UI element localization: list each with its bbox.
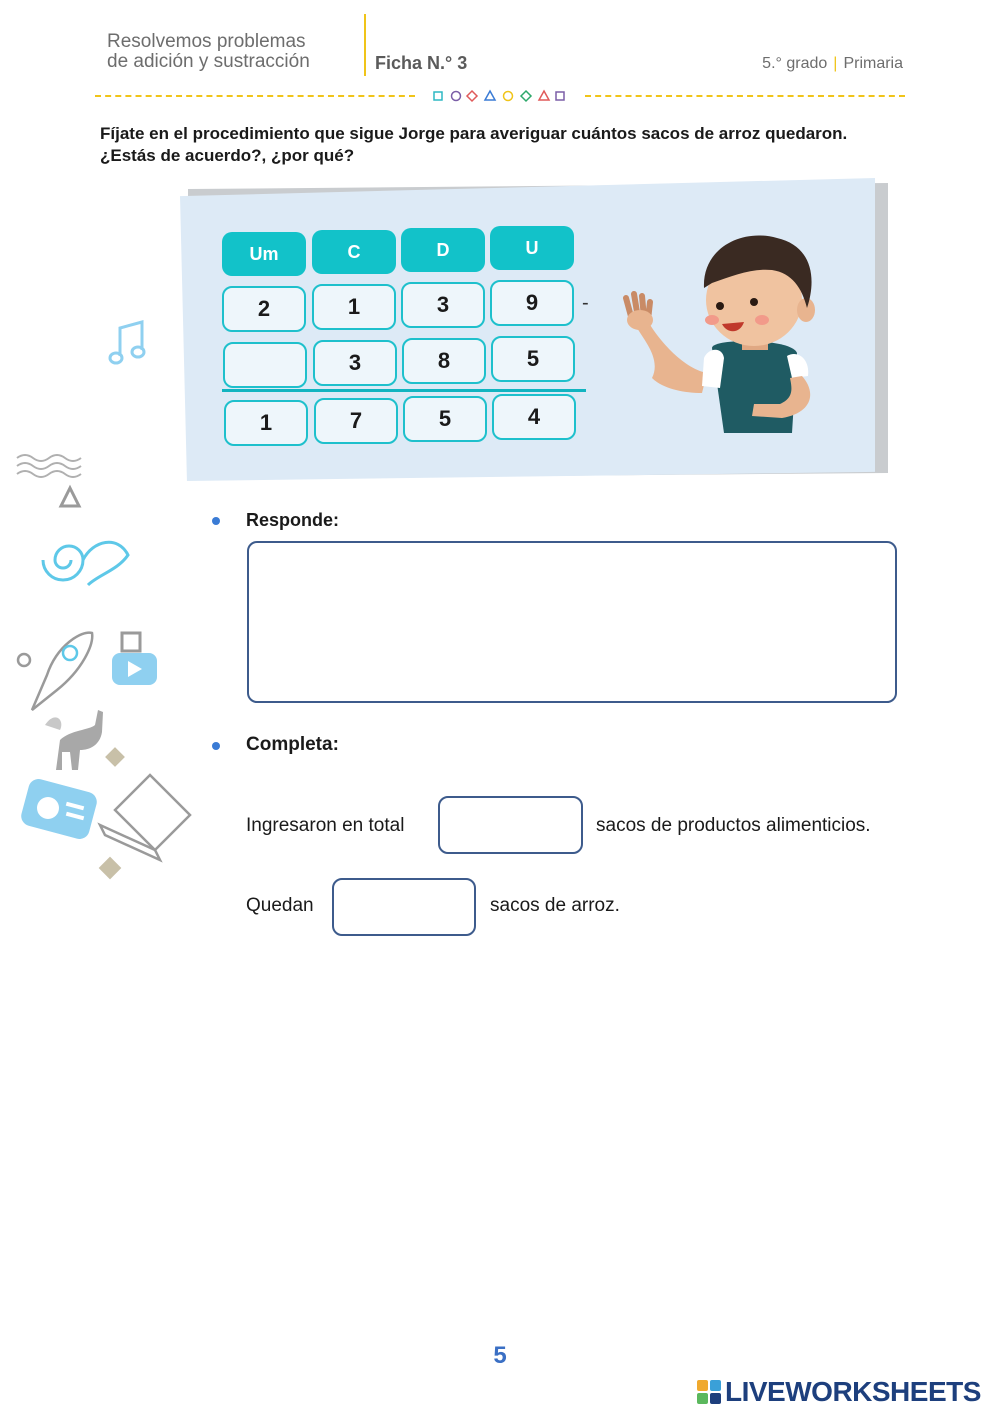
grade-text: 5.° grado — [762, 55, 828, 72]
radio-and-laptop-icon — [20, 770, 195, 885]
minuend-u: 9 — [490, 280, 574, 326]
page-number: 5 — [493, 1342, 507, 1369]
header-divider — [364, 14, 366, 76]
header-d: D — [401, 228, 485, 272]
decorative-shapes-icon — [430, 88, 570, 104]
completa-label: Completa: — [246, 734, 339, 755]
result-d: 5 — [403, 396, 487, 442]
header-c: C — [312, 230, 396, 274]
total-sacos-input[interactable] — [438, 796, 583, 854]
minus-sign: - — [582, 292, 589, 314]
header-dashed-line-left — [95, 95, 415, 97]
level-text: Primaria — [843, 55, 903, 72]
music-note-icon — [108, 318, 148, 368]
minuend-c: 1 — [312, 284, 396, 330]
result-u: 4 — [492, 394, 576, 440]
subtrahend-um — [223, 342, 307, 388]
subtrahend-u: 5 — [491, 336, 575, 382]
header-u: U — [490, 226, 574, 270]
result-line — [222, 389, 586, 392]
instruction-text: Fíjate en el procedimiento que sigue Jorge para averiguar cuántos sacos de arroz quedaron. ¿Estás de acuerdo?, ¿por qué? — [100, 124, 848, 165]
minuend-um: 2 — [222, 286, 306, 332]
quedan-sacos-input[interactable] — [332, 878, 476, 936]
completa-line2-after: sacos de arroz. — [490, 895, 620, 916]
header-dashed-line-right — [585, 95, 905, 97]
liveworksheets-text: LIVEWORKSHEETS — [725, 1376, 981, 1407]
completa-bullet — [212, 742, 220, 750]
completa-line1-before: Ingresaron en total — [246, 815, 405, 836]
header-um: Um — [222, 232, 306, 276]
ficha-number: Ficha N.° 3 — [375, 53, 468, 73]
title-line-1: Resolvemos problemas — [107, 31, 306, 52]
chameleon-icon — [38, 530, 133, 595]
result-um: 1 — [224, 400, 308, 446]
llama-icon — [40, 700, 135, 780]
liveworksheets-watermark — [697, 1376, 981, 1408]
title-line-2: de adición y sustracción — [107, 51, 310, 72]
responde-label: Responde: — [246, 510, 340, 530]
responde-answer-box[interactable] — [247, 541, 897, 703]
completa-line2-before: Quedan — [246, 895, 314, 916]
boy-waving-illustration — [612, 228, 832, 438]
liveworksheets-logo-icon — [697, 1380, 721, 1404]
result-c: 7 — [314, 398, 398, 444]
subtrahend-c: 3 — [313, 340, 397, 386]
subtrahend-d: 8 — [402, 338, 486, 384]
waves-icon — [15, 450, 90, 510]
grade-label: 5.° grado | Primaria — [762, 55, 903, 72]
minuend-d: 3 — [401, 282, 485, 328]
responde-bullet — [212, 517, 220, 525]
completa-line1-after: sacos de productos alimenticios. — [596, 815, 871, 836]
worksheet-title — [107, 32, 367, 72]
